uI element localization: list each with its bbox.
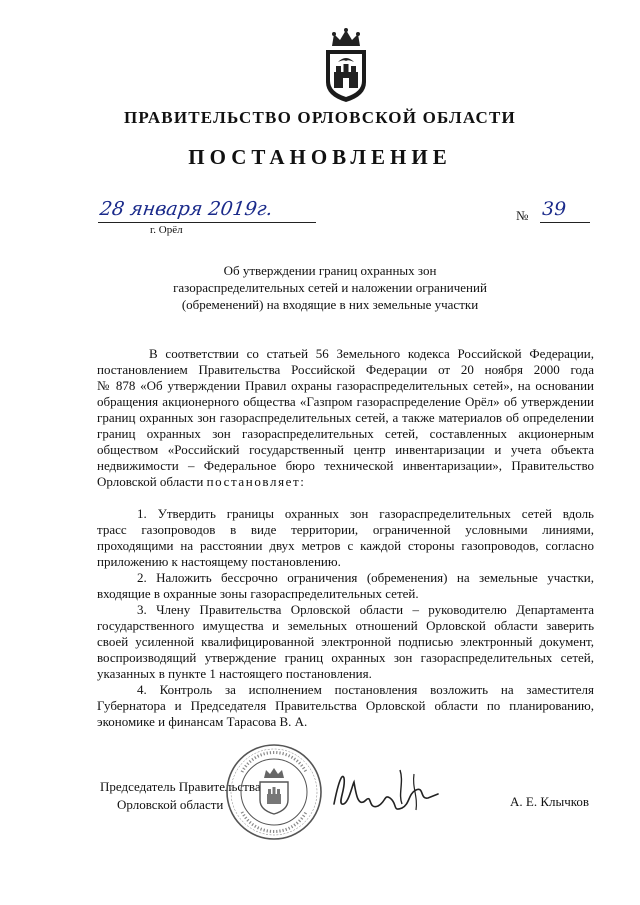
item-line: входящие в охранные зоны газораспределительных сетей. [97,586,419,601]
preamble-line: постановлением Правительства Российской Федерации от 20 ноября 2000 года [97,362,594,377]
item-line: государственного имущества и земельных отношений Орловской области заверить [97,618,594,633]
item-line: 2. Наложить бессрочно ограничения (обременения) на земельные участки, [137,570,594,585]
item-2-paragraph [97,570,594,602]
subject-line: газораспределительных сетей и наложении ограничений [173,280,487,295]
position-line: Председатель Правительства [100,779,261,794]
item-line: проходящими на расстоянии двух метров с каждой стороны газопроводов, согласно [97,538,594,553]
item-1-paragraph [97,506,594,570]
item-line: трасс газопроводов в виде территории, ограниченной условными линиями, [97,522,594,537]
handwritten-date: 28 января 2019г. [98,198,275,220]
item-line: воспроизводящий утверждение границ охранных зон газораспределительных сетей, [97,650,594,665]
number-label: № [516,208,529,223]
number-underline [540,222,590,223]
preamble-line: В соответствии со статьей 56 Земельного кодекса Российской Федерации, [149,346,594,361]
preamble-paragraph [97,346,594,490]
position-line: Орловской области [117,797,224,812]
preamble-line: обращения акционерного общества «Газпром газораспределение Орёл» об утверждении [97,394,594,409]
preamble-prefix: Орловской области [97,474,207,489]
resolution-word: постановляет: [206,474,306,489]
item-line: 3. Члену Правительства Орловской области – руководителю Департамента [137,602,594,617]
item-line: указанных в пункте 1 настоящего постановления. [97,666,372,681]
item-4-paragraph [97,682,594,730]
subject-line: (обременений) на входящие в них земельные участки [181,297,479,312]
item-line: 1. Утвердить границы охранных зон газораспределительных сетей вдоль [137,506,594,521]
handwritten-signature-icon [328,764,444,820]
handwritten-number: 39 [542,198,567,220]
document-subject [160,262,500,313]
preamble-last-line [97,474,594,490]
item-line: приложению к настоящему постановлению. [97,554,341,569]
date-underline [98,222,316,223]
official-seal-icon [224,742,324,842]
preamble-line: границ охранных зон газораспределительных сетей, а также материалов об определении [97,410,594,425]
item-line: экономике и финансам Тарасова В. А. [97,714,308,729]
document-type: ПОСТАНОВЛЕНИЕ [188,145,452,169]
signatory-name: А. Е. Клычков [510,794,590,809]
organization-title: ПРАВИТЕЛЬСТВО ОРЛОВСКОЙ ОБЛАСТИ [124,108,516,127]
item-line: 4. Контроль за исполнением постановления возложить на заместителя [137,682,594,697]
preamble-line: обществом «Российский государственный центр инвентаризации и учета объекта [97,442,594,457]
item-line: своей усиленной квалифицированной электронной подписью электронный документ, [97,634,594,649]
preamble-line: № 878 «Об утверждении Правил охраны газораспределительных сетей», на основании [97,378,594,393]
preamble-line: недвижимости – Федеральное бюро технической инвентаризации», Правительство [97,458,594,473]
item-3-paragraph [97,602,594,682]
preamble-line: границ охранных зон газораспределительных сетей, составленных акционерным [97,426,594,441]
subject-line: Об утверждении границ охранных зон [223,263,437,278]
item-line: Губернатора и Председателя Правительства Орловской области по планированию, [97,698,594,713]
city-label: г. Орёл [150,224,183,236]
orel-coat-of-arms-icon [318,28,374,104]
